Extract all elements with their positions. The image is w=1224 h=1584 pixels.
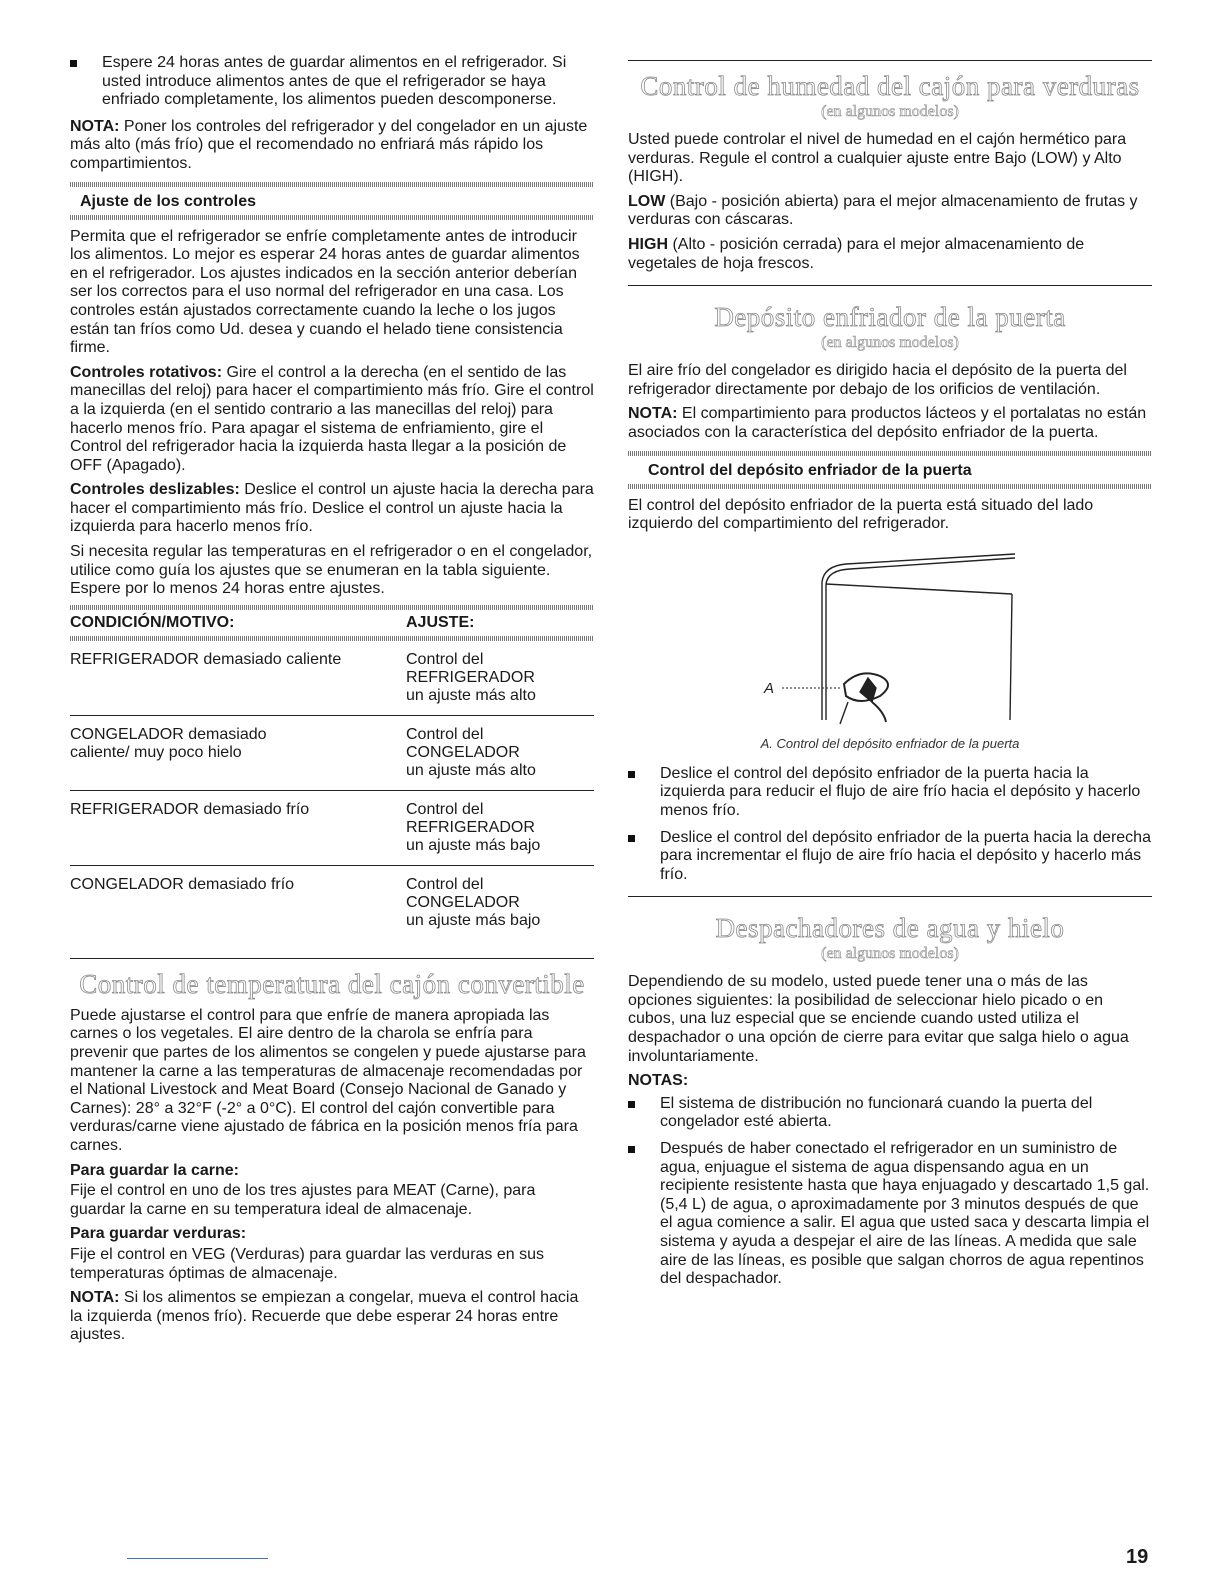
right-column bbox=[628, 60, 1152, 1297]
humedad-title: Control de humedad del cajón para verduras bbox=[640, 71, 1140, 101]
convertible-title: Control de temperatura del cajón convertible bbox=[79, 968, 585, 999]
list-item: Deslice el control del depósito enfriador de la puerta hacia la izquierda para reducir el flujo de aire frío hacia el depósito y hacerlo menos frío. bbox=[628, 765, 1152, 821]
despachadores-paragraph: Dependiendo de su modelo, usted puede tener una o más de las opciones siguientes: la posibilidad de seleccionar hielo picado o en cubos, una luz especial que se enciende cuando usted utiliza el despachador o una opción de cierre para evitar que salga hielo o agua involuntariamente. bbox=[628, 973, 1129, 1065]
page-number: 19 bbox=[1126, 1546, 1149, 1568]
hand-icon bbox=[860, 678, 876, 702]
table-row: REFRIGERADOR demasiado caliente Control del REFRIGERADOR un ajuste más alto bbox=[70, 641, 594, 716]
table-row: REFRIGERADOR demasiado frío Control del REFRIGERADOR un ajuste más bajo bbox=[70, 790, 594, 865]
table-header-adjust: AJUSTE: bbox=[406, 613, 475, 631]
section-rule bbox=[70, 958, 594, 959]
despachadores-title: Despachadores de agua y hielo bbox=[715, 913, 1065, 944]
table-row: CONGELADOR demasiado caliente/ muy poco hielo Control del CONGELADOR un ajuste más alto bbox=[70, 715, 594, 790]
left-column bbox=[70, 54, 594, 1351]
regular-paragraph: Si necesita regular las temperaturas en el refrigerador o en el congelador, utilice como guía los ajustes que se enumeran en la tabla siguiente. Espere por lo menos 24 horas entre ajustes. bbox=[70, 543, 593, 598]
bullet-square-icon bbox=[628, 835, 635, 842]
bullet-square-icon bbox=[628, 1146, 635, 1153]
figure-shelf-edge bbox=[826, 584, 1012, 594]
list-item: El sistema de distribución no funcionará cuando la puerta del congelador esté abierta. bbox=[628, 1095, 1152, 1132]
section-divider bbox=[70, 182, 594, 187]
intro-bullet: Espere 24 horas antes de guardar alimentos en el refrigerador. Si usted introduce alimentos antes de que el refrigerador se haya enfriado completamente, los alimentos pueden descomponerse. bbox=[70, 54, 594, 110]
settings-table bbox=[70, 610, 594, 940]
table-header-condition: CONDICIÓN/MOTIVO: bbox=[70, 613, 235, 631]
list-item: Después de haber conectado el refrigerador en un suministro de agua, enjuague el sistema de agua dispensando agua en un recipiente resistente hasta que haya enjuagado y descartado 1,5 gal. (5,4 L) de agua, o aproximadamente por 3 minutos después de que el agua comience a salir. El agua que usted saca y descarta limpia el sistema y ayuda a despejar el aire de las líneas. A medida que sale aire de las líneas, es posible que salgan chorros de agua repentinos del despachador. bbox=[628, 1140, 1152, 1289]
despachadores-subtitle: (en algunos modelos) bbox=[821, 945, 959, 963]
footer-link-line bbox=[127, 1558, 268, 1559]
control-heading: Control del depósito enfriador de la puerta bbox=[648, 461, 972, 479]
verduras-heading: Para guardar verduras: bbox=[70, 1225, 247, 1243]
bullet-square-icon bbox=[628, 1101, 635, 1108]
bullet-square-icon bbox=[70, 60, 77, 67]
figure-caption: A. Control del depósito enfriador de la puerta bbox=[760, 735, 1020, 751]
figure-top-edge bbox=[822, 554, 1015, 582]
section-rule bbox=[628, 896, 1152, 897]
low-paragraph: LOW (Bajo - posición abierta) para el mejor almacenamiento de frutas y verduras con cáscaras. bbox=[628, 192, 1138, 229]
deposito-subtitle: (en algunos modelos) bbox=[821, 334, 959, 352]
section-divider bbox=[628, 451, 1152, 456]
high-paragraph: HIGH (Alto - posición cerrada) para el mejor almacenamiento de vegetales de hoja frescos. bbox=[628, 235, 1085, 272]
verduras-paragraph: Fije el control en VEG (Verduras) para guardar las verduras en sus temperaturas óptimas de almacenaje. bbox=[70, 1245, 545, 1282]
rotativos-paragraph: Controles rotativos: Gire el control a la derecha (en el sentido de las manecillas del reloj) para hacer el compartimiento más frío. Gire el control a la izquierda (en el sentido contrario a las manecillas del reloj) para hacerlo menos frío. Para apagar el sistema de enfriamiento, gire el Control del refrigerador hacia la izquierda hasta llegar a la posición de OFF (Apagado). bbox=[70, 363, 594, 474]
carne-heading: Para guardar la carne: bbox=[70, 1161, 239, 1179]
deslizables-paragraph: Controles deslizables: Deslice el control un ajuste hacia la derecha para hacer el compartimiento más frío. Deslice el control un ajuste hacia la izquierda para hacerlo menos frío. bbox=[70, 481, 594, 536]
deposito-title: Depósito enfriador de la puerta bbox=[714, 302, 1066, 333]
deposito-paragraph: El aire frío del congelador es dirigido hacia el depósito de la puerta del refrigerador directamente por debajo de los orificios de ventilación. bbox=[628, 362, 1127, 398]
control-paragraph: El control del depósito enfriador de la puerta está situado del lado izquierdo del compartimiento del refrigerador. bbox=[628, 496, 1094, 533]
table-row: CONGELADOR demasiado frío Control del CONGELADOR un ajuste más bajo bbox=[70, 875, 541, 929]
nota-paragraph: NOTA: Poner los controles del refrigerador y del congelador en un ajuste más alto (más frío) que el recomendado no enfriará más rápido los compartimientos. bbox=[70, 117, 588, 172]
convertible-paragraph: Puede ajustarse el control para que enfríe de manera apropiada las carnes o los vegetales. El aire dentro de la charola se enfría para prevenir que partes de los alimentos se congelen y puede ajustarse para mantener la carne a las temperaturas de almacenaje recomendadas por el National Livestock and Meat Board (Consejo Nacional de Ganado y Carnes): 28° a 32°F (-2° a 0°C). El control del cajón convertible para verduras/carne viene ajustado de fábrica en la posición menos fría para carnes. bbox=[70, 1006, 586, 1154]
ajuste-paragraph: Permita que el refrigerador se enfríe completamente antes de introducir los alimentos. Lo mejor es esperar 24 horas antes de guardar alimentos en el refrigerador. Los ajustes indicados en la sección anterior deberían ser los correctos para el uso normal del refrigerador en una casa. Los controles están ajustados correctamente cuando la leche o los jugos están tan fríos como Ud. desea y cuando el helado tiene consistencia firme. bbox=[70, 227, 580, 357]
section-divider bbox=[628, 484, 1152, 489]
notas-heading: NOTAS: bbox=[628, 1072, 689, 1090]
deposito-nota-paragraph: NOTA: El compartimiento para productos lácteos y el portalatas no están asociados con la característica del depósito enfriador de la puerta. bbox=[628, 405, 1147, 441]
nota2-paragraph: NOTA: Si los alimentos se empiezan a congelar, mueva el control hacia la izquierda (menos frío). Recuerde que debe esperar 24 horas entre ajustes. bbox=[70, 1289, 579, 1344]
bullet-square-icon bbox=[628, 771, 635, 778]
humedad-subtitle: (en algunos modelos) bbox=[821, 103, 959, 120]
section-divider bbox=[70, 215, 594, 220]
figure-label-a: A bbox=[764, 679, 775, 697]
carne-paragraph: Fije el control en uno de los tres ajustes para MEAT (Carne), para guardar la carne en su temperatura ideal de almacenaje. bbox=[70, 1182, 536, 1218]
humedad-paragraph: Usted puede controlar el nivel de humedad en el cajón hermético para verduras. Regule el control a cualquier ajuste entre Bajo (LOW) y Alto (HIGH). bbox=[628, 131, 1127, 186]
figure-right-edge bbox=[1010, 594, 1012, 720]
door-bin-control-figure bbox=[760, 542, 1020, 732]
list-item: Deslice el control del depósito enfriador de la puerta hacia la derecha para incrementar el flujo de aire frío hacia el depósito y hacerlo más frío. bbox=[628, 829, 1152, 885]
ajuste-heading: Ajuste de los controles bbox=[80, 192, 257, 210]
section-rule bbox=[628, 285, 1152, 286]
section-rule bbox=[628, 60, 1152, 61]
